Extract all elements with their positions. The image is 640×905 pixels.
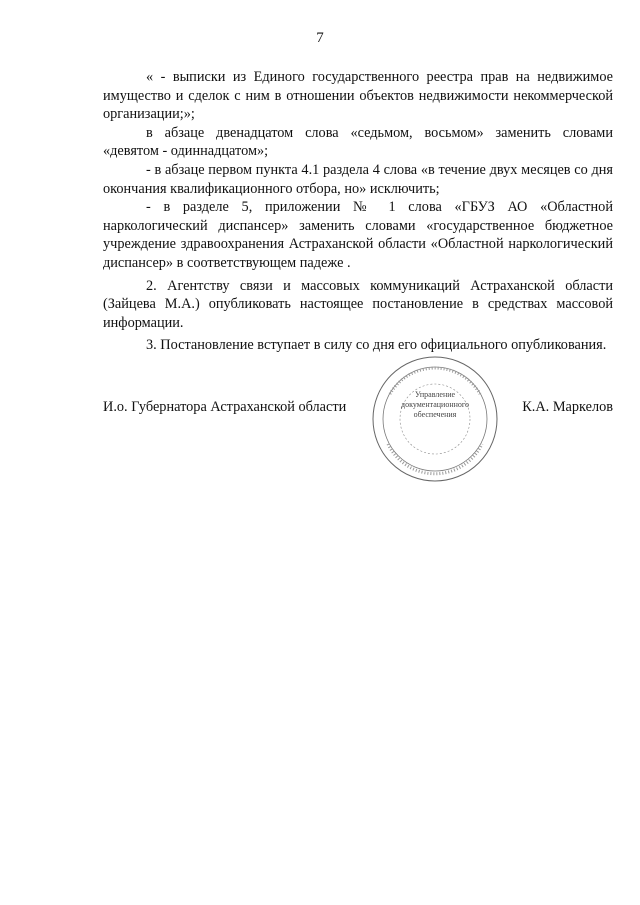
paragraph: 3. Постановление вступает в силу со дня его официального опубликования. xyxy=(146,337,607,354)
signatory-title: И.о. Губернатора Астраханской области xyxy=(103,399,347,415)
seal-text: Управление документационного обеспечения xyxy=(401,390,469,419)
signatory-name: К.А. Маркелов xyxy=(522,399,613,415)
paragraph: в абзаце двенадцатом слова «седьмом, восьмом» заменить словами «девятом - одиннадцатом»; xyxy=(103,124,613,160)
official-seal xyxy=(370,354,500,484)
page-number: 7 xyxy=(316,30,324,46)
paragraph: - в разделе 5, приложении № 1 слова «ГБУЗ АО «Областной наркологический диспансер» заменить словами «государственное бюджетное учреждение здравоохранения Астраханской области «Областной наркологический диспансер» в соответствующем падеже . xyxy=(103,199,613,271)
paragraph: « - выписки из Единого государственного реестра прав на недвижимое имущество и сделок с ним в отношении объектов недвижимости некоммерческой организации;»; xyxy=(103,69,613,123)
paragraph: - в абзаце первом пункта 4.1 раздела 4 слова «в течение двух месяцев со дня окончания квалификационного отбора, но» исключить; xyxy=(103,161,613,197)
paragraph: 2. Агентству связи и массовых коммуникаций Астраханской области (Зайцева М.А.) опубликовать настоящее постановление в средствах массовой информации. xyxy=(103,277,613,331)
document-body xyxy=(103,68,613,355)
